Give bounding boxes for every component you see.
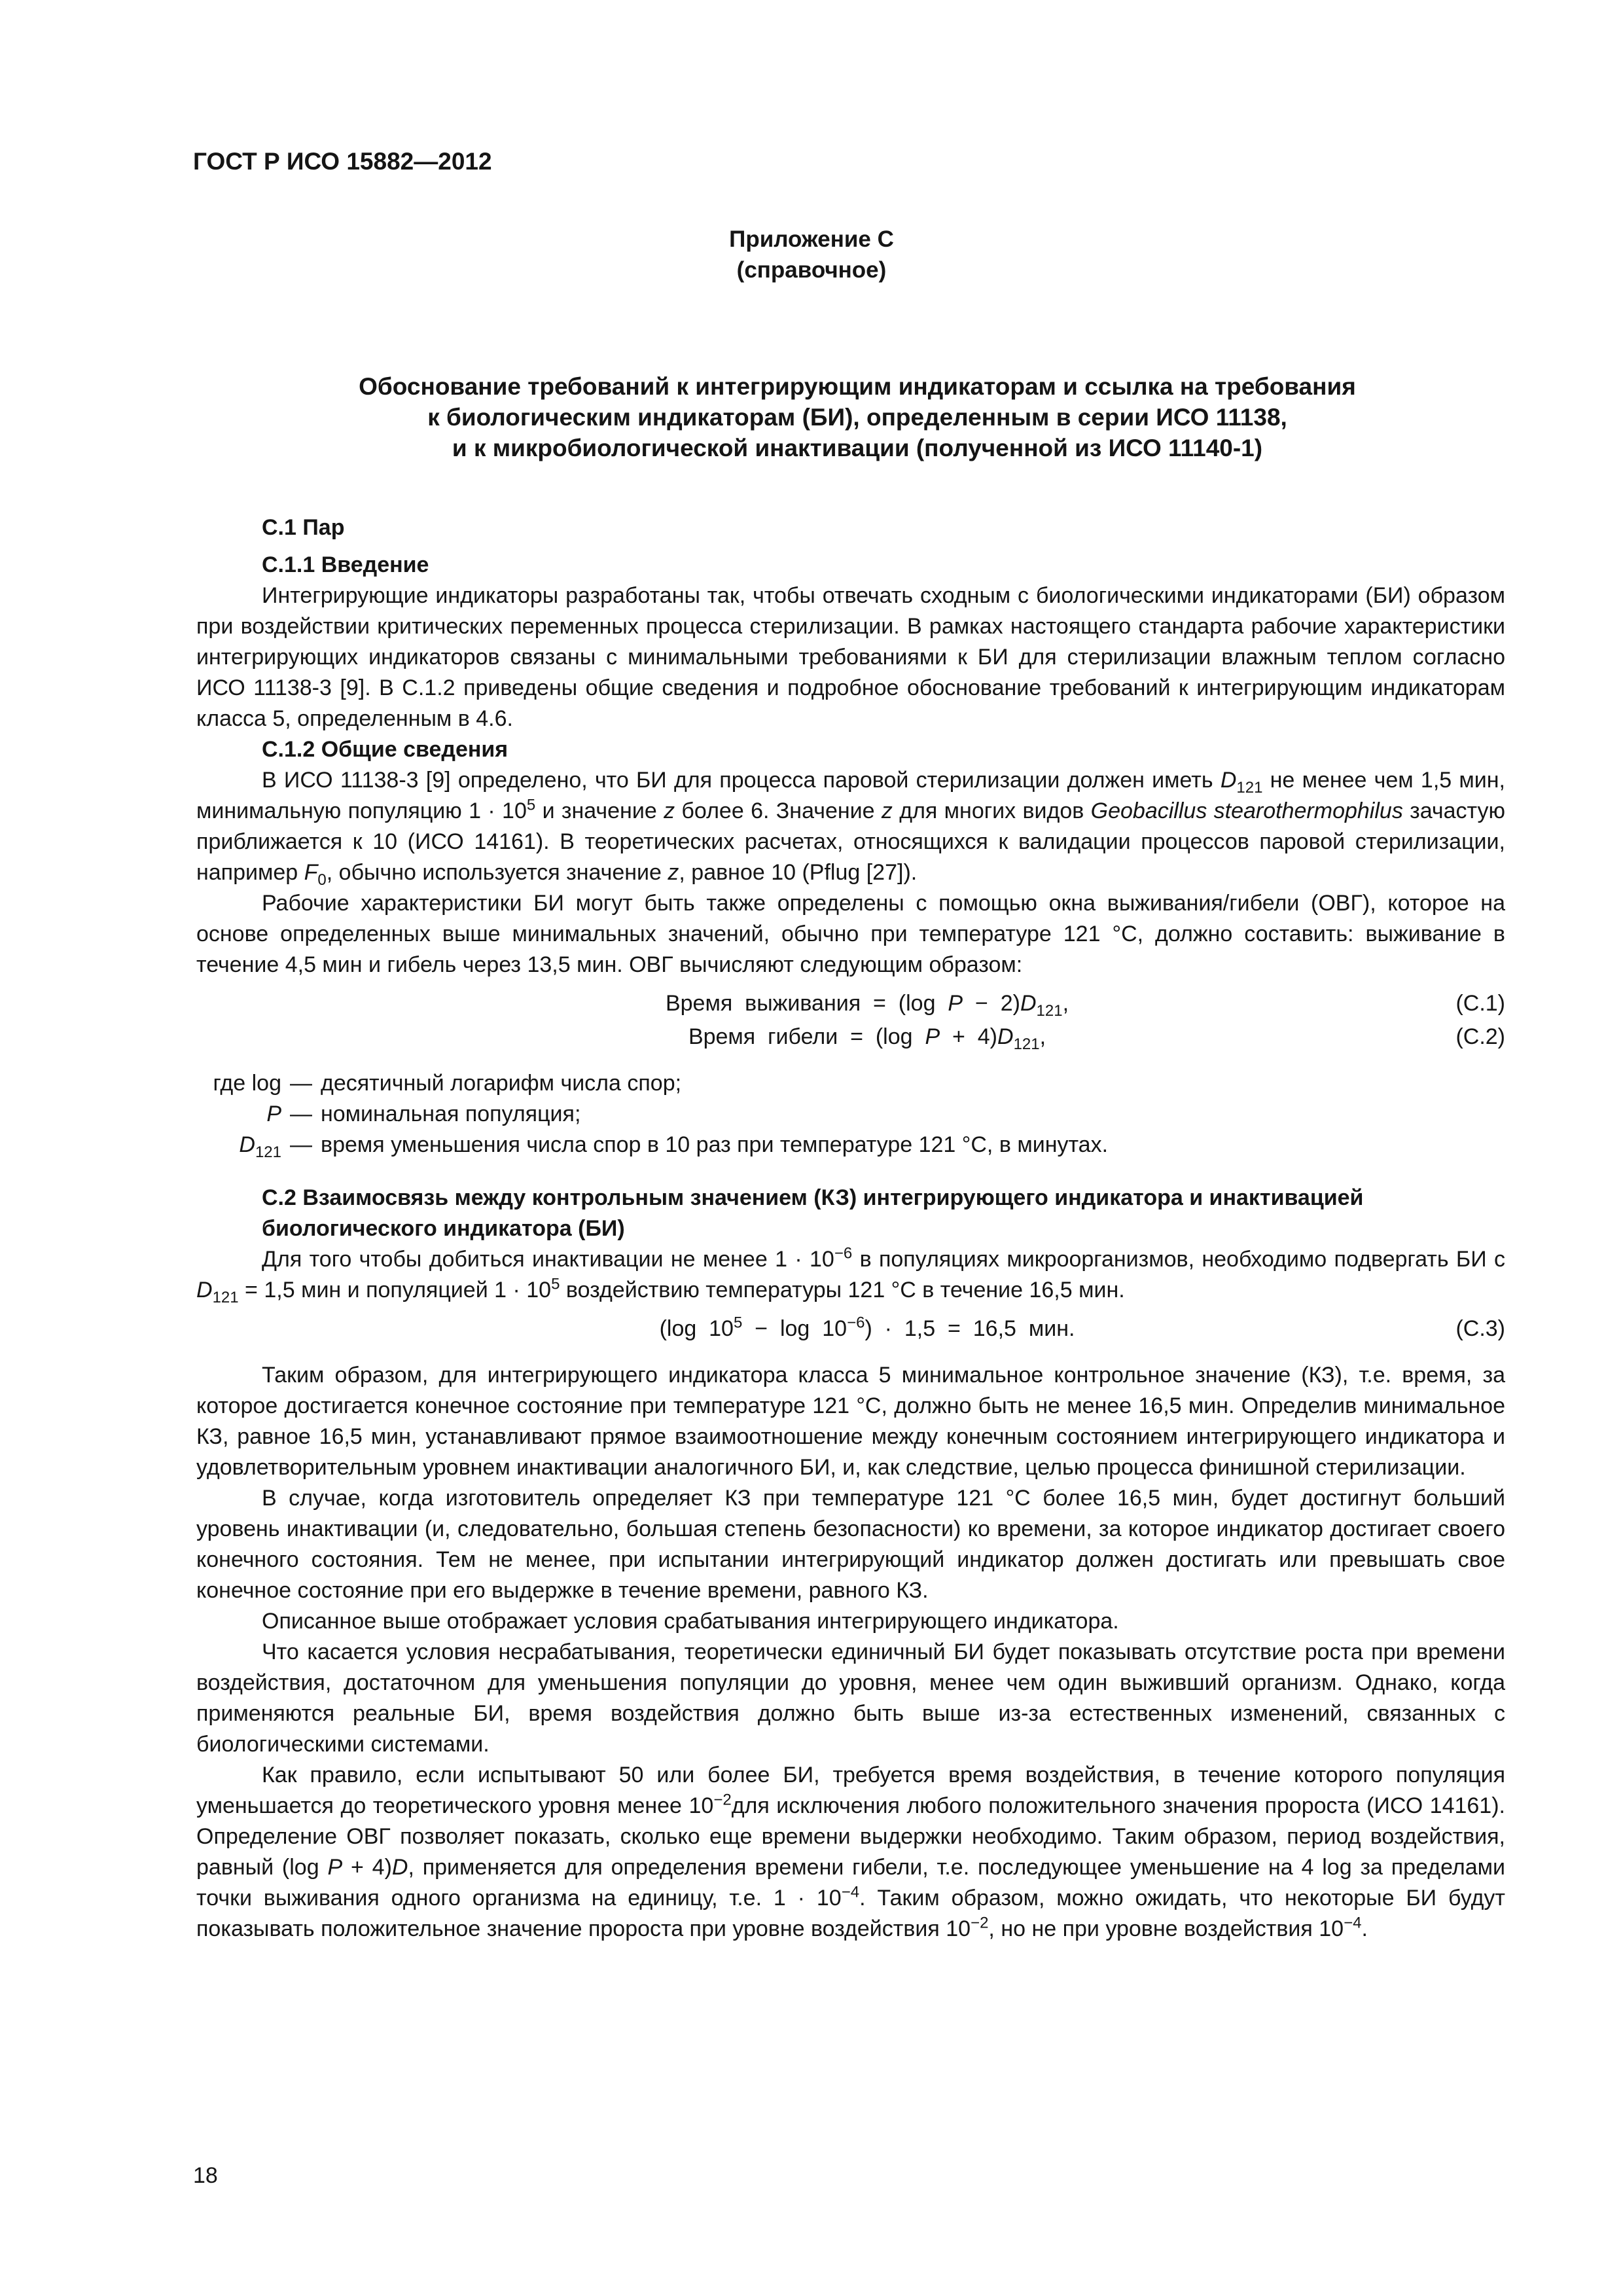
legend-symbol: где log: [213, 1071, 281, 1096]
formula-c2-number: (С.2): [1455, 1024, 1505, 1049]
section-c1-heading: С.1 Пар: [262, 515, 345, 540]
legend-symbol: P: [266, 1102, 281, 1126]
legend-description: десятичный логарифм числа спор;: [321, 1071, 682, 1096]
section-c12-heading: С.1.2 Общие сведения: [262, 737, 508, 762]
paragraph-c12-2: Рабочие характеристики БИ могут быть также определены с помощью окна выживания/гибели (ОВГ), которое на основе определенных выше минимальных значений, обычно при температуре 121 °С, должно составить: выживание в течение 4,5 мин и гибель через 13,5 мин. ОВГ вычисляют следующим образом:: [196, 891, 1505, 977]
paragraph-c12-1: В ИСО 11138-3 [9] определено, что БИ для процесса паровой стерилизации должен иметь $D_{121}$ не менее чем 1,5 мин, минимальную популяцию $1 \cdot 10^5$ и значение z более 6. Значение z для многих видов Geobacillus stearothermophilus зачастую приближается к 10 (ИСО 14161). В теоретических расчетах, относящихся к валидации процессов паровой стерилизации, например $F_0$, обычно используется значение z, равное 10 (Pflug [27]).: [196, 768, 1505, 889]
title-line-1: Обоснование требований к интегрирующим индикаторам и ссылка на требования: [359, 373, 1356, 400]
title-line-3: и к микробиологической инактивации (полученной из ИСО 11140-1): [452, 435, 1263, 461]
formula-c3-number: (С.3): [1455, 1316, 1505, 1341]
formula-legend: где log — десятичный логарифм числа спор; P — номинальная популяция; $D_{121}$ — время уменьшения числа спор в 10 раз при температуре 121 °С, в минутах.: [196, 1068, 1505, 1160]
document-body: [196, 512, 1505, 1945]
paragraph-c2-4: Описанное выше отображает условия срабатывания интегрирующего индикатора.: [262, 1609, 1119, 1634]
paragraph-c2-2: Таким образом, для интегрирующего индикатора класса 5 минимальное контрольное значение (КЗ), т.е. время, за которое достигается конечное состояние при температуре 121 °С, должно быть не менее 16,5 мин. Определив минимальное КЗ, равное 16,5 мин, устанавливают прямое взаимоотношение между конечным состоянием интегрирующего индикатора и удовлетворительным уровнем инактивации аналогичного БИ, и, как следствие, целью процесса финишной стерилизации.: [196, 1363, 1505, 1480]
title-line-2: к биологическим индикаторам (БИ), определенным в серии ИСО 11138,: [427, 404, 1287, 431]
paragraph-c2-5: Что касается условия несрабатывания, теоретически единичный БИ будет показывать отсутствие роста при времени воздействия, достаточном для уменьшения популяции до уровня, менее чем один выживший организм. Однако, когда применяются реальные БИ, время воздействия должно быть выше из-за естественных изменений, связанных с биологическими системами.: [196, 1640, 1505, 1757]
document-header: ГОСТ Р ИСО 15882—2012: [193, 148, 492, 175]
appendix-label: Приложение С: [729, 226, 894, 252]
formula-c1-number: (С.1): [1455, 991, 1505, 1016]
page-number: 18: [193, 2163, 218, 2188]
section-c2-heading: С.2 Взаимосвязь между контрольным значением (КЗ) интегрирующего индикатора и инактивацией биологического индикатора (БИ): [262, 1185, 1364, 1241]
formula-c1: Время выживания = (log $P - 2)D_{121}$, (С.1): [196, 987, 1505, 1020]
legend-description: время уменьшения числа спор в 10 раз при температуре 121 °С, в минутах.: [321, 1132, 1109, 1157]
paragraph-c11: Интегрирующие индикаторы разработаны так, чтобы отвечать сходным с биологическими индикаторами (БИ) образом при воздействии критических переменных процесса стерилизации. В рамках настоящего стандарта рабочие характеристики интегрирующих индикаторов связаны с минимальными требованиями к БИ для стерилизации влажным теплом согласно ИСО 11138-3 [9]. В С.1.2 приведены общие сведения и подробное обоснование требований к интегрирующим индикаторам класса 5, определенным в 4.6.: [196, 583, 1505, 731]
paragraph-c2-3: В случае, когда изготовитель определяет КЗ при температуре 121 °С более 16,5 мин, будет достигнут больший уровень инактивации (и, следовательно, большая степень безопасности) ко времени, за которое индикатор достигает своего конечного состояния. Тем не менее, при испытании интегрирующий индикатор должен достигать или превышать свое конечное состояние при его выдержке в течение времени, равного КЗ.: [196, 1486, 1505, 1603]
legend-symbol: $D_{121}$: [239, 1132, 281, 1161]
formula-c2: Время гибели = (log $P + 4)D_{121}$, (С.2): [196, 1020, 1505, 1054]
section-c11-heading: С.1.1 Введение: [262, 552, 429, 577]
paragraph-c2-6: Как правило, если испытывают 50 или более БИ, требуется время воздействия, в течение которого популяция уменьшается до теоретического уровня менее $10^{-2}для$ исключения любого положительного значения пророста (ИСО 14161). Определение ОВГ позволяет показать, сколько еще времени выдержки необходимо. Таким образом, период воздействия, равный (log P + 4)D, применяется для определения времени гибели, т.е. последующее уменьшение на 4 log за пределами точки выживания одного организма на единицу, т.е. $1 \cdot 10^{-4}$. Таким образом, можно ожидать, что некоторые БИ будут показывать положительное значение пророста при уровне воздействия $10^{-2}$, но не при уровне воздействия $10^{-4}$.: [196, 1763, 1505, 1941]
appendix-block: [0, 224, 1623, 285]
formula-c3: (log $10^5 - \log 10^{-6}) \cdot 1,5 = 16,5$ мин. (С.3): [196, 1312, 1505, 1346]
legend-description: номинальная популяция;: [321, 1102, 581, 1126]
appendix-title: [196, 371, 1518, 463]
paragraph-c2-1: Для того чтобы добиться инактивации не менее $1 \cdot 10^{-6}$ в популяциях микроорганизмов, необходимо подвергать БИ с $D_{121} = 1,5$ мин и популяцией $1 \cdot 10^5$ воздействию температуры 121 °С в течение 16,5 мин.: [196, 1244, 1505, 1306]
appendix-type: (справочное): [736, 257, 887, 283]
